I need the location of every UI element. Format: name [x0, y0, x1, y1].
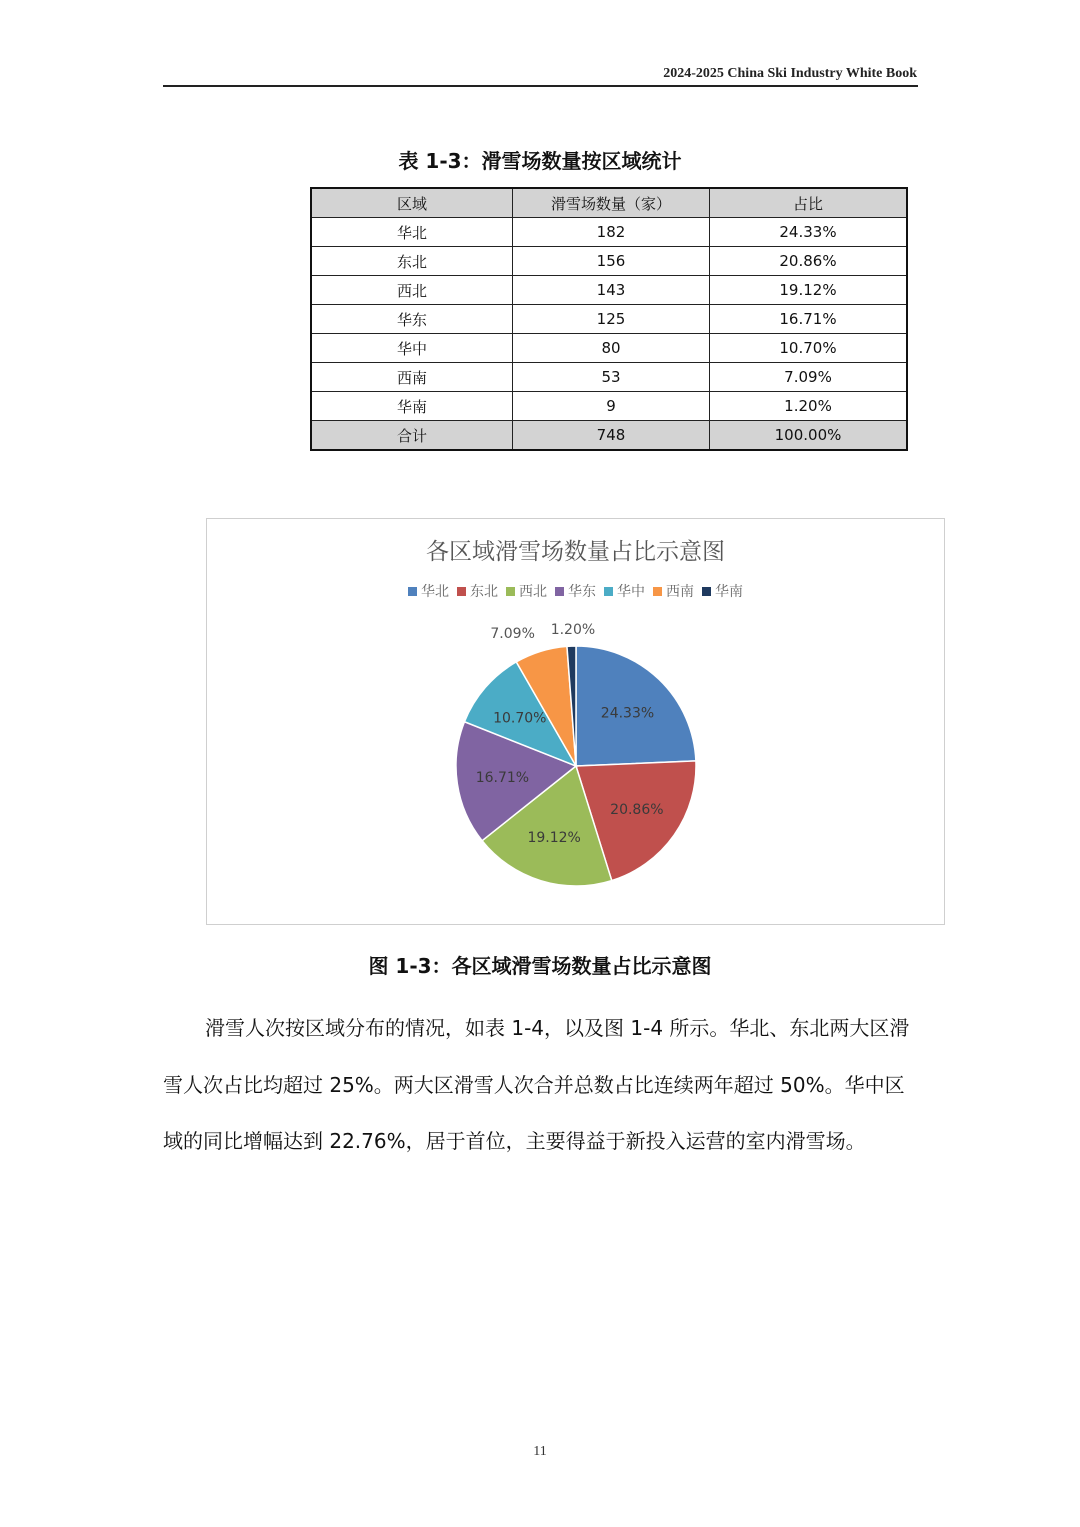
pie-data-label: 19.12%	[527, 830, 581, 847]
share-cell: 20.86%	[710, 247, 908, 276]
table-row	[311, 392, 907, 421]
legend-label: 华北	[421, 584, 449, 600]
region-cell: 东北	[311, 247, 513, 276]
table-header-row	[311, 188, 907, 218]
chart-title: 各区域滑雪场数量占比示意图	[426, 539, 725, 565]
region-cell: 华中	[311, 334, 513, 363]
share-cell: 24.33%	[710, 218, 908, 247]
legend-label: 西南	[666, 584, 694, 600]
body-paragraph: 滑雪人次按区域分布的情况，如表 1-4，以及图 1-4 所示。华北、东北两大区滑雪人次占比均超过 25%。两大区滑雪人次合并总数占比连续两年超过 50%。华中区域的同比增幅达到 22.76%，居于首位，主要得益于新投入运营的室内滑雪场。	[163, 1016, 910, 1153]
pie-data-label: 24.33%	[600, 705, 655, 722]
share-cell: 16.71%	[710, 305, 908, 334]
pie-data-label: 20.86%	[610, 801, 664, 818]
share-cell: 19.12%	[710, 276, 908, 305]
column-header: 占比	[710, 188, 908, 218]
total-label-cell: 合计	[311, 421, 513, 451]
pie-data-label: 16.71%	[475, 769, 530, 786]
count-cell: 9	[513, 392, 710, 421]
table-row	[311, 276, 907, 305]
region-table	[310, 187, 908, 451]
region-cell: 西北	[311, 276, 513, 305]
running-header: 2024-2025 China Ski Industry White Book	[663, 66, 917, 81]
pie-chart-canvas	[207, 519, 944, 924]
table-total-row	[311, 421, 907, 451]
column-header: 滑雪场数量（家）	[513, 188, 710, 218]
region-cell: 华东	[311, 305, 513, 334]
share-cell: 10.70%	[710, 334, 908, 363]
count-cell: 143	[513, 276, 710, 305]
figure-caption: 图 1-3：各区域滑雪场数量占比示意图	[368, 954, 712, 978]
table-row	[311, 363, 907, 392]
legend-label: 西北	[519, 584, 547, 600]
total-share-cell: 100.00%	[710, 421, 908, 451]
table-row	[311, 247, 907, 276]
total-count-cell: 748	[513, 421, 710, 451]
page-number: 11	[533, 1444, 547, 1459]
region-cell: 华南	[311, 392, 513, 421]
legend-label: 东北	[470, 584, 498, 600]
table-row	[311, 218, 907, 247]
count-cell: 156	[513, 247, 710, 276]
share-cell: 7.09%	[710, 363, 908, 392]
count-cell: 53	[513, 363, 710, 392]
legend-label: 华中	[617, 584, 645, 600]
pie-data-label: 10.70%	[493, 710, 547, 727]
region-cell: 华北	[311, 218, 513, 247]
region-cell: 西南	[311, 363, 513, 392]
count-cell: 182	[513, 218, 710, 247]
legend-label: 华东	[568, 584, 596, 600]
count-cell: 125	[513, 305, 710, 334]
legend-label: 华南	[715, 584, 743, 600]
pie-data-label: 1.20%	[550, 622, 596, 638]
share-cell: 1.20%	[710, 392, 908, 421]
column-header: 区域	[311, 188, 513, 218]
table-row	[311, 334, 907, 363]
table-caption: 表 1-3：滑雪场数量按区域统计	[398, 149, 682, 173]
pie-data-label: 7.09%	[490, 626, 535, 642]
table-row	[311, 305, 907, 334]
pie-chart	[206, 518, 945, 925]
header-rule	[163, 85, 918, 87]
count-cell: 80	[513, 334, 710, 363]
